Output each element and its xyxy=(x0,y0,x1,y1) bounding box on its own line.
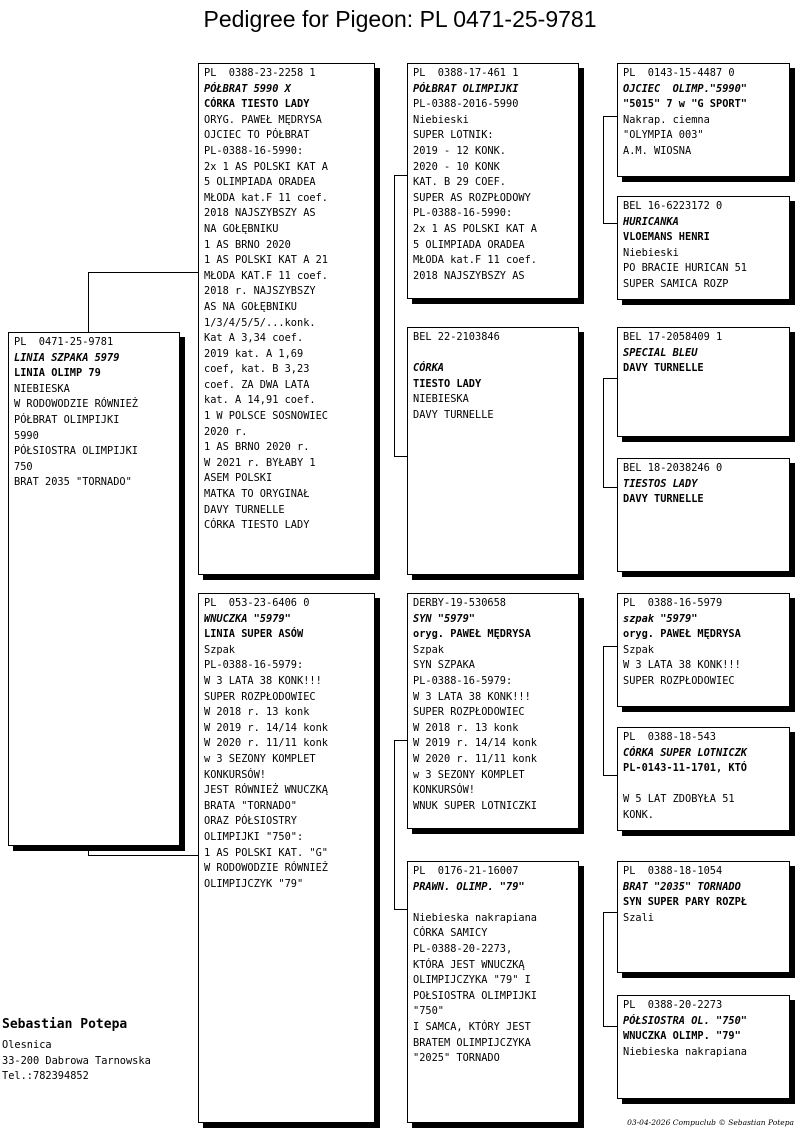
pigeon-info-line: W 2018 r. 13 konk xyxy=(413,721,519,734)
pigeon-info-line: NA GOŁĘBNIKU xyxy=(204,222,279,235)
ring-number: PL 0388-23-2258 1 xyxy=(204,67,316,79)
ring-number: BEL 22-2103846 xyxy=(413,331,500,343)
breeder-name: Sebastian Potepa xyxy=(2,1017,128,1032)
pigeon-name: OJCIEC OLIMP."5990" xyxy=(623,82,747,95)
pigeon-card-sire-dam[interactable] xyxy=(407,327,579,575)
pigeon-info-line: W 3 LATA 38 KONK!!! xyxy=(413,690,531,703)
pigeon-info-line: W RODOWODZIE RÓWNIEŻ xyxy=(204,862,328,875)
pigeon-info-line: KONKURSÓW! xyxy=(204,768,266,781)
pigeon-info-line: PL-0143-11-1701, KTÓ xyxy=(623,762,747,775)
pigeon-info-line: I SAMCA, KTÓRY JEST xyxy=(413,1020,531,1033)
pigeon-card-dam[interactable] xyxy=(198,593,375,1123)
pigeon-info-line: 5990 xyxy=(14,429,39,442)
pigeon-info-line: 2018 NAJSZYBSZY AS xyxy=(204,207,316,220)
pigeon-card-dam-dam[interactable] xyxy=(407,861,579,1123)
ring-number: PL 0388-16-5979 xyxy=(623,597,723,609)
pigeon-info-line: KTÓRA JEST WNUCZKĄ xyxy=(413,958,525,971)
pigeon-card-sdd[interactable] xyxy=(617,458,790,572)
pigeon-info-line: 1 AS BRNO 2020 xyxy=(204,238,291,251)
pigeon-info-line: 2x 1 AS POLSKI KAT A xyxy=(413,222,537,235)
pigeon-info-line: Szpak xyxy=(413,643,444,656)
pigeon-info-line: NIEBIESKA xyxy=(14,382,70,395)
pigeon-info-line: w 3 SEZONY KOMPLET xyxy=(413,768,525,781)
pigeon-info-line: DAVY TURNELLE xyxy=(623,362,704,375)
pigeon-info-line: W RODOWODZIE RÓWNIEŻ xyxy=(14,398,138,411)
pigeon-info-line: DAVY TURNELLE xyxy=(204,503,285,516)
pigeon-info-line: NIEBIESKA xyxy=(413,393,469,406)
pigeon-info-line: 1 AS POLSKI KAT A 21 xyxy=(204,254,328,267)
pigeon-info-line: 2020 - 10 KONK xyxy=(413,160,500,173)
pigeon-info-line: PO BRACIE HURICAN 51 xyxy=(623,262,747,275)
pigeon-info-line: LINIA OLIMP 79 xyxy=(14,367,101,380)
pigeon-info-line: BRAT 2035 "TORNADO" xyxy=(14,476,132,489)
pigeon-info-line: 2018 NAJSZYBSZY AS xyxy=(413,269,525,282)
ring-number: BEL 18-2038246 0 xyxy=(623,462,723,474)
pigeon-info-line: MATKA TO ORYGINAŁ xyxy=(204,488,310,501)
pigeon-name: BRAT "2035" TORNADO xyxy=(623,880,741,893)
pigeon-name: PÓŁSIOSTRA OL. "750" xyxy=(623,1014,747,1027)
pigeon-name: SPECIAL BLEU xyxy=(623,346,698,359)
pigeon-info-line: SUPER LOTNIK: xyxy=(413,129,494,142)
pigeon-info-line: OLIMPIJCZYK "79" xyxy=(204,877,304,890)
connector-main-sire xyxy=(88,272,200,332)
pigeon-name: SYN "5979" xyxy=(413,612,475,625)
pigeon-info-line: 5 OLIMPIADA ORADEA xyxy=(413,238,525,251)
pigeon-info-line: "2025" TORNADO xyxy=(413,1052,500,1065)
pigeon-info-line: CÓRKA xyxy=(413,362,444,375)
pigeon-info-line: 2020 r. xyxy=(204,425,248,438)
pigeon-info-line: PL-0388-16-5990: xyxy=(204,144,304,157)
pigeon-info-line: MŁODA kat.F 11 coef. xyxy=(204,191,328,204)
pigeon-info-line xyxy=(623,777,784,793)
connector-ds xyxy=(603,646,617,776)
pigeon-info-line: Szpak xyxy=(204,643,235,656)
pigeon-info-line: OLIMPIJCZYKA "79" I xyxy=(413,974,531,987)
breeder-info xyxy=(2,1015,151,1085)
ring-number: DERBY-19-530658 xyxy=(413,597,506,609)
pigeon-info-line: PL-0388-16-5979: xyxy=(413,674,513,687)
pigeon-name: LINIA SZPAKA 5979 xyxy=(14,351,120,364)
pigeon-info-line: 1 AS BRNO 2020 r. xyxy=(204,441,310,454)
pigeon-info-line: coef, kat. B 3,23 xyxy=(204,363,310,376)
pigeon-card-sss[interactable] xyxy=(617,63,790,177)
pigeon-info-line: KONK. xyxy=(623,808,654,821)
pigeon-info-line: VLOEMANS HENRI xyxy=(623,231,710,244)
pigeon-info-line: Nakrap. ciemna xyxy=(623,113,710,126)
pigeon-name: HURICANKA xyxy=(623,215,679,228)
pigeon-info-line: SUPER ROZPŁODOWIEC xyxy=(204,690,316,703)
pigeon-info-line: ASEM POLSKI xyxy=(204,472,273,485)
pigeon-info-line: PL-0388-16-5979: xyxy=(204,659,304,672)
breeder-phone: Tel.:782394852 xyxy=(2,1070,89,1083)
pigeon-info-line: 750 xyxy=(14,460,33,473)
pigeon-info-line: W 2021 r. BYŁABY 1 xyxy=(204,456,316,469)
pigeon-info-line: W 2020 r. 11/11 konk xyxy=(413,752,537,765)
pigeon-info-line: KONKURSÓW! xyxy=(413,784,475,797)
pigeon-info-line: W 3 LATA 38 KONK!!! xyxy=(204,674,322,687)
ring-number: PL 0143-15-4487 0 xyxy=(623,67,735,79)
connector-dd xyxy=(603,912,617,1027)
ring-number: PL 0388-18-543 xyxy=(623,731,716,743)
pigeon-info-line: Niebieski xyxy=(413,113,469,126)
pigeon-info-line: SYN SZPAKA xyxy=(413,659,475,672)
pigeon-info-line: TIESTO LADY xyxy=(413,377,482,390)
ring-number: PL 0388-20-2273 xyxy=(623,999,723,1011)
pigeon-info-line: BRATA "TORNADO" xyxy=(204,799,297,812)
footer-credit: 03-04-2026 Compuclub © Sebastian Potepa xyxy=(627,1118,794,1127)
breeder-address: 33-200 Dabrowa Tarnowska xyxy=(2,1054,151,1067)
pigeon-info-line: BRATEM OLIMPIJCZYKA xyxy=(413,1036,531,1049)
pigeon-info-line: kat. A 14,91 coef. xyxy=(204,394,316,407)
connector-ss xyxy=(603,116,617,224)
pigeon-card-dss[interactable] xyxy=(617,593,790,707)
ring-number: PL 0176-21-16007 xyxy=(413,865,519,877)
pigeon-info-line xyxy=(413,346,573,362)
pigeon-info-line: SYN SUPER PARY ROZPŁ xyxy=(623,896,747,909)
pigeon-info-line: W 2019 r. 14/14 konk xyxy=(204,721,328,734)
pigeon-name: TIESTOS LADY xyxy=(623,477,698,490)
pigeon-name: WNUCZKA "5979" xyxy=(204,612,291,625)
pigeon-info-line: CÓRKA SAMICY xyxy=(413,927,488,940)
pigeon-info-line: WNUCZKA OLIMP. "79" xyxy=(623,1030,741,1043)
pigeon-info-line: Szali xyxy=(623,911,654,924)
pigeon-info-line: PL-0388-2016-5990 xyxy=(413,98,519,111)
pigeon-info-line: W 2020 r. 11/11 konk xyxy=(204,737,328,750)
pigeon-card-ssd[interactable] xyxy=(617,196,790,300)
pigeon-info-line: 2019 - 12 KONK. xyxy=(413,144,506,157)
pigeon-info-line: WNUK SUPER LOTNICZKI xyxy=(413,799,537,812)
pigeon-info-line: DAVY TURNELLE xyxy=(623,493,704,506)
ring-number: PL 0388-18-1054 xyxy=(623,865,723,877)
pigeon-info-line: 5 OLIMPIADA ORADEA xyxy=(204,176,316,189)
pigeon-info-line: W 2019 r. 14/14 konk xyxy=(413,737,537,750)
pigeon-info-line: 2x 1 AS POLSKI KAT A xyxy=(204,160,328,173)
pigeon-info-line: SUPER ROZPŁODOWIEC xyxy=(623,674,735,687)
pigeon-name: szpak "5979" xyxy=(623,612,698,625)
pigeon-card-dds[interactable] xyxy=(617,861,790,973)
pigeon-name: PÓŁBRAT OLIMPIJKI xyxy=(413,82,519,95)
pigeon-card-main[interactable] xyxy=(8,332,180,846)
pigeon-info-line: A.M. WIOSNA xyxy=(623,144,692,157)
breeder-city: Olesnica xyxy=(2,1039,52,1051)
pigeon-info-line xyxy=(413,895,573,911)
pigeon-info-line: W 5 LAT ZDOBYŁA 51 xyxy=(623,793,735,806)
pigeon-info-line: coef. ZA DWA LATA xyxy=(204,378,310,391)
pigeon-info-line: JEST RÓWNIEŻ WNUCZKĄ xyxy=(204,784,328,797)
pigeon-info-line: KAT. B 29 COEF. xyxy=(413,176,506,189)
pigeon-info-line: PL-0388-16-5990: xyxy=(413,207,513,220)
pigeon-info-line: Kat A 3,34 coef. xyxy=(204,332,304,345)
page-title: Pedigree for Pigeon: PL 0471-25-9781 xyxy=(203,6,597,32)
pigeon-info-line: "OLYMPIA 003" xyxy=(623,129,704,142)
pigeon-info-line: PÓŁSIOSTRA OLIMPIJKI xyxy=(14,445,138,458)
pigeon-info-line: MŁODA kat.F 11 coef. xyxy=(413,254,537,267)
pigeon-info-line: W 3 LATA 38 KONK!!! xyxy=(623,659,741,672)
pigeon-info-line: DAVY TURNELLE xyxy=(413,408,494,421)
pigeon-info-line: ORAZ PÓŁSIOSTRY xyxy=(204,815,297,828)
pigeon-info-line: OLIMPIJKI "750": xyxy=(204,830,304,843)
pigeon-card-sds[interactable] xyxy=(617,327,790,437)
pigeon-info-line: "5015" 7 w "G SPORT" xyxy=(623,98,747,111)
pigeon-info-line: OJCIEC TO PÓŁBRAT xyxy=(204,129,310,142)
pigeon-info-line: 2019 kat. A 1,69 xyxy=(204,347,304,360)
pigeon-info-line: AS NA GOŁĘBNIKU xyxy=(204,300,297,313)
ring-number: PL 0388-17-461 1 xyxy=(413,67,519,79)
pigeon-name: PÓŁBRAT 5990 X xyxy=(204,82,291,95)
pigeon-info-line: ORYG. PAWEŁ MĘDRYSA xyxy=(204,113,322,126)
pigeon-info-line: LINIA SUPER ASÓW xyxy=(204,628,304,641)
pigeon-info-line: "750" xyxy=(413,1005,444,1018)
pigeon-info-line: MŁODA KAT.F 11 coef. xyxy=(204,269,328,282)
connector-sd xyxy=(603,378,617,488)
ring-number: PL 053-23-6406 0 xyxy=(204,597,310,609)
pigeon-card-ddd[interactable] xyxy=(617,995,790,1099)
pigeon-info-line: PL-0388-20-2273, xyxy=(413,942,513,955)
connector-main-dam xyxy=(88,846,200,856)
pigeon-card-sire-sire[interactable] xyxy=(407,63,579,299)
pigeon-info-line: SUPER ROZPŁODOWIEC xyxy=(413,706,525,719)
pigeon-info-line: Niebieska nakrapiana xyxy=(413,911,537,924)
pigeon-info-line: Szpak xyxy=(623,643,654,656)
pigeon-info-line: SUPER AS ROZPŁODOWY xyxy=(413,191,531,204)
pigeon-info-line: PÓŁBRAT OLIMPIJKI xyxy=(14,413,120,426)
ring-number: BEL 16-6223172 0 xyxy=(623,200,723,212)
pigeon-info-line: oryg. PAWEŁ MĘDRYSA xyxy=(413,628,531,641)
pigeon-info-line: W 2018 r. 13 konk xyxy=(204,706,310,719)
pigeon-info-line: 2018 r. NAJSZYBSZY xyxy=(204,285,316,298)
pigeon-card-dam-sire[interactable] xyxy=(407,593,579,829)
pigeon-info-line: Niebieska nakrapiana xyxy=(623,1045,747,1058)
pigeon-info-line: POŁSIOSTRA OLIMPIJKI xyxy=(413,989,537,1002)
pigeon-card-sire[interactable] xyxy=(198,63,375,575)
pigeon-info-line: 1 AS POLSKI KAT. "G" xyxy=(204,846,328,859)
pigeon-name: PRAWN. OLIMP. "79" xyxy=(413,880,525,893)
pigeon-info-line: CÓRKA TIESTO LADY xyxy=(204,98,310,111)
ring-number: BEL 17-2058409 1 xyxy=(623,331,723,343)
pigeon-info-line: 1/3/4/5/5/...konk. xyxy=(204,316,316,329)
pigeon-info-line: CÓRKA TIESTO LADY xyxy=(204,519,310,532)
pigeon-info-line: Niebieski xyxy=(623,246,679,259)
pigeon-info-line: w 3 SEZONY KOMPLET xyxy=(204,752,316,765)
pigeon-card-dsd[interactable] xyxy=(617,727,790,831)
pigeon-name: CÓRKA SUPER LOTNICZK xyxy=(623,746,747,759)
pigeon-info-line: SUPER SAMICA ROZP xyxy=(623,277,729,290)
pigeon-info-line: oryg. PAWEŁ MĘDRYSA xyxy=(623,628,741,641)
pigeon-info-line: 1 W POLSCE SOSNOWIEC xyxy=(204,410,328,423)
ring-number: PL 0471-25-9781 xyxy=(14,336,114,348)
